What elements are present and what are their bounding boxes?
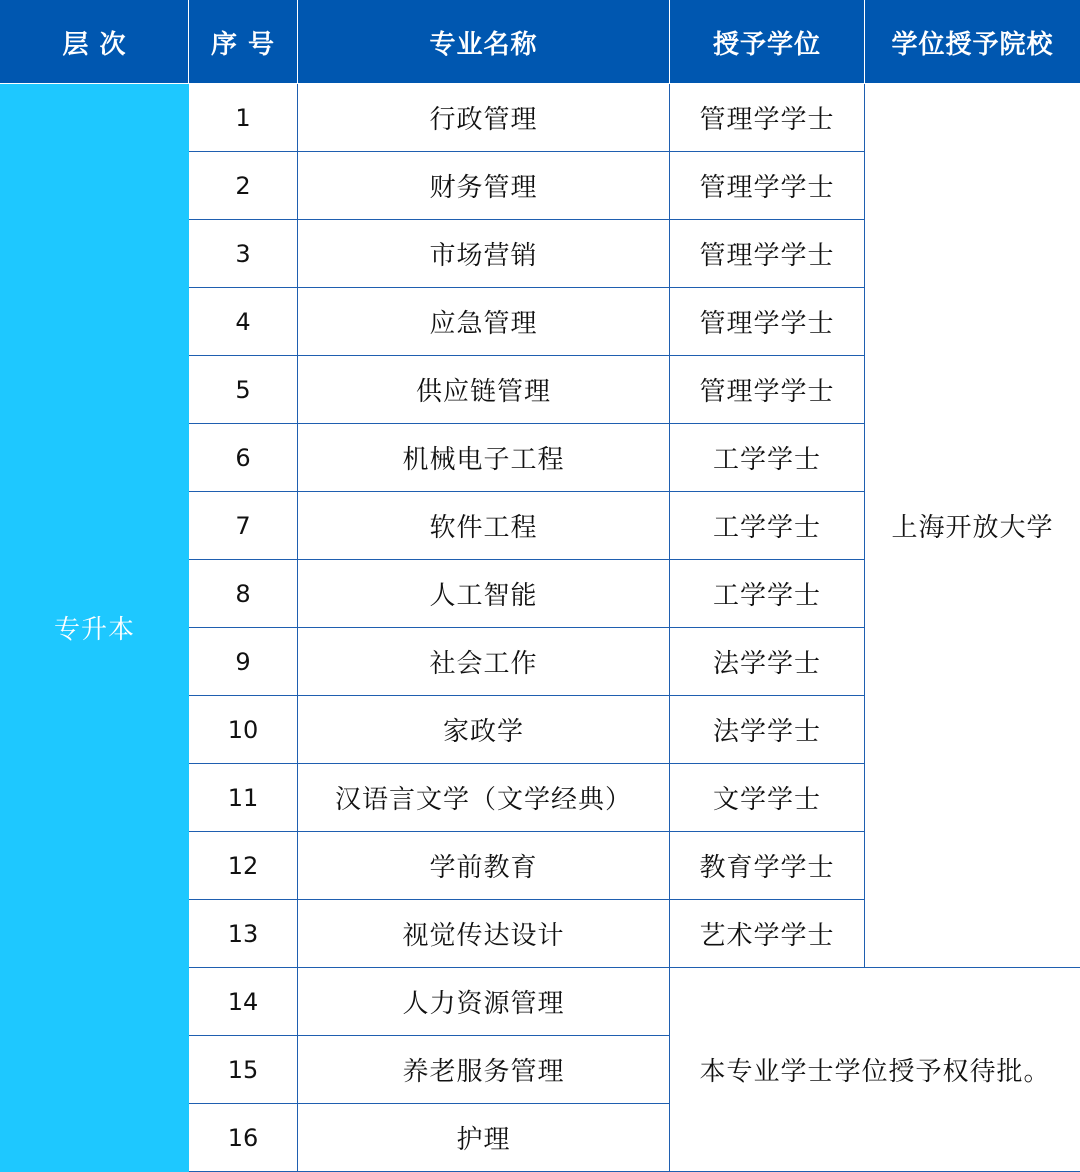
major-cell: 供应链管理 — [298, 356, 670, 424]
degree-cell: 工学学士 — [670, 424, 865, 492]
major-cell: 应急管理 — [298, 288, 670, 356]
seq-cell: 14 — [189, 968, 298, 1036]
seq-cell: 9 — [189, 628, 298, 696]
header-seq: 序 号 — [189, 1, 298, 84]
seq-cell: 11 — [189, 764, 298, 832]
pending-note-cell: 本专业学士学位授予权待批。 — [670, 968, 1080, 1172]
major-cell: 机械电子工程 — [298, 424, 670, 492]
degree-cell: 文学学士 — [670, 764, 865, 832]
table-row — [1, 84, 1080, 152]
degree-cell: 艺术学学士 — [670, 900, 865, 968]
header-row — [1, 1, 1080, 84]
school-cell: 上海开放大学 — [865, 84, 1080, 968]
seq-cell: 13 — [189, 900, 298, 968]
major-cell: 护理 — [298, 1104, 670, 1172]
major-cell: 家政学 — [298, 696, 670, 764]
degree-cell: 法学学士 — [670, 628, 865, 696]
degree-cell: 管理学学士 — [670, 288, 865, 356]
header-degree: 授予学位 — [670, 1, 865, 84]
degree-cell: 管理学学士 — [670, 356, 865, 424]
degree-cell: 工学学士 — [670, 492, 865, 560]
major-cell: 人工智能 — [298, 560, 670, 628]
degree-cell: 教育学学士 — [670, 832, 865, 900]
major-cell: 社会工作 — [298, 628, 670, 696]
seq-cell: 3 — [189, 220, 298, 288]
seq-cell: 6 — [189, 424, 298, 492]
major-cell: 学前教育 — [298, 832, 670, 900]
major-cell: 人力资源管理 — [298, 968, 670, 1036]
degree-cell: 管理学学士 — [670, 152, 865, 220]
seq-cell: 1 — [189, 84, 298, 152]
degree-cell: 工学学士 — [670, 560, 865, 628]
degree-cell: 管理学学士 — [670, 84, 865, 152]
major-cell: 养老服务管理 — [298, 1036, 670, 1104]
degree-cell: 管理学学士 — [670, 220, 865, 288]
seq-cell: 16 — [189, 1104, 298, 1172]
major-cell: 软件工程 — [298, 492, 670, 560]
header-major: 专业名称 — [298, 1, 670, 84]
major-cell: 汉语言文学（文学经典） — [298, 764, 670, 832]
degree-cell: 法学学士 — [670, 696, 865, 764]
major-cell: 财务管理 — [298, 152, 670, 220]
seq-cell: 2 — [189, 152, 298, 220]
major-cell: 行政管理 — [298, 84, 670, 152]
header-school: 学位授予院校 — [865, 1, 1080, 84]
major-cell: 视觉传达设计 — [298, 900, 670, 968]
seq-cell: 4 — [189, 288, 298, 356]
header-level: 层 次 — [1, 1, 189, 84]
seq-cell: 8 — [189, 560, 298, 628]
seq-cell: 15 — [189, 1036, 298, 1104]
level-cell: 专升本 — [1, 84, 189, 1172]
seq-cell: 5 — [189, 356, 298, 424]
seq-cell: 7 — [189, 492, 298, 560]
seq-cell: 12 — [189, 832, 298, 900]
seq-cell: 10 — [189, 696, 298, 764]
major-cell: 市场营销 — [298, 220, 670, 288]
